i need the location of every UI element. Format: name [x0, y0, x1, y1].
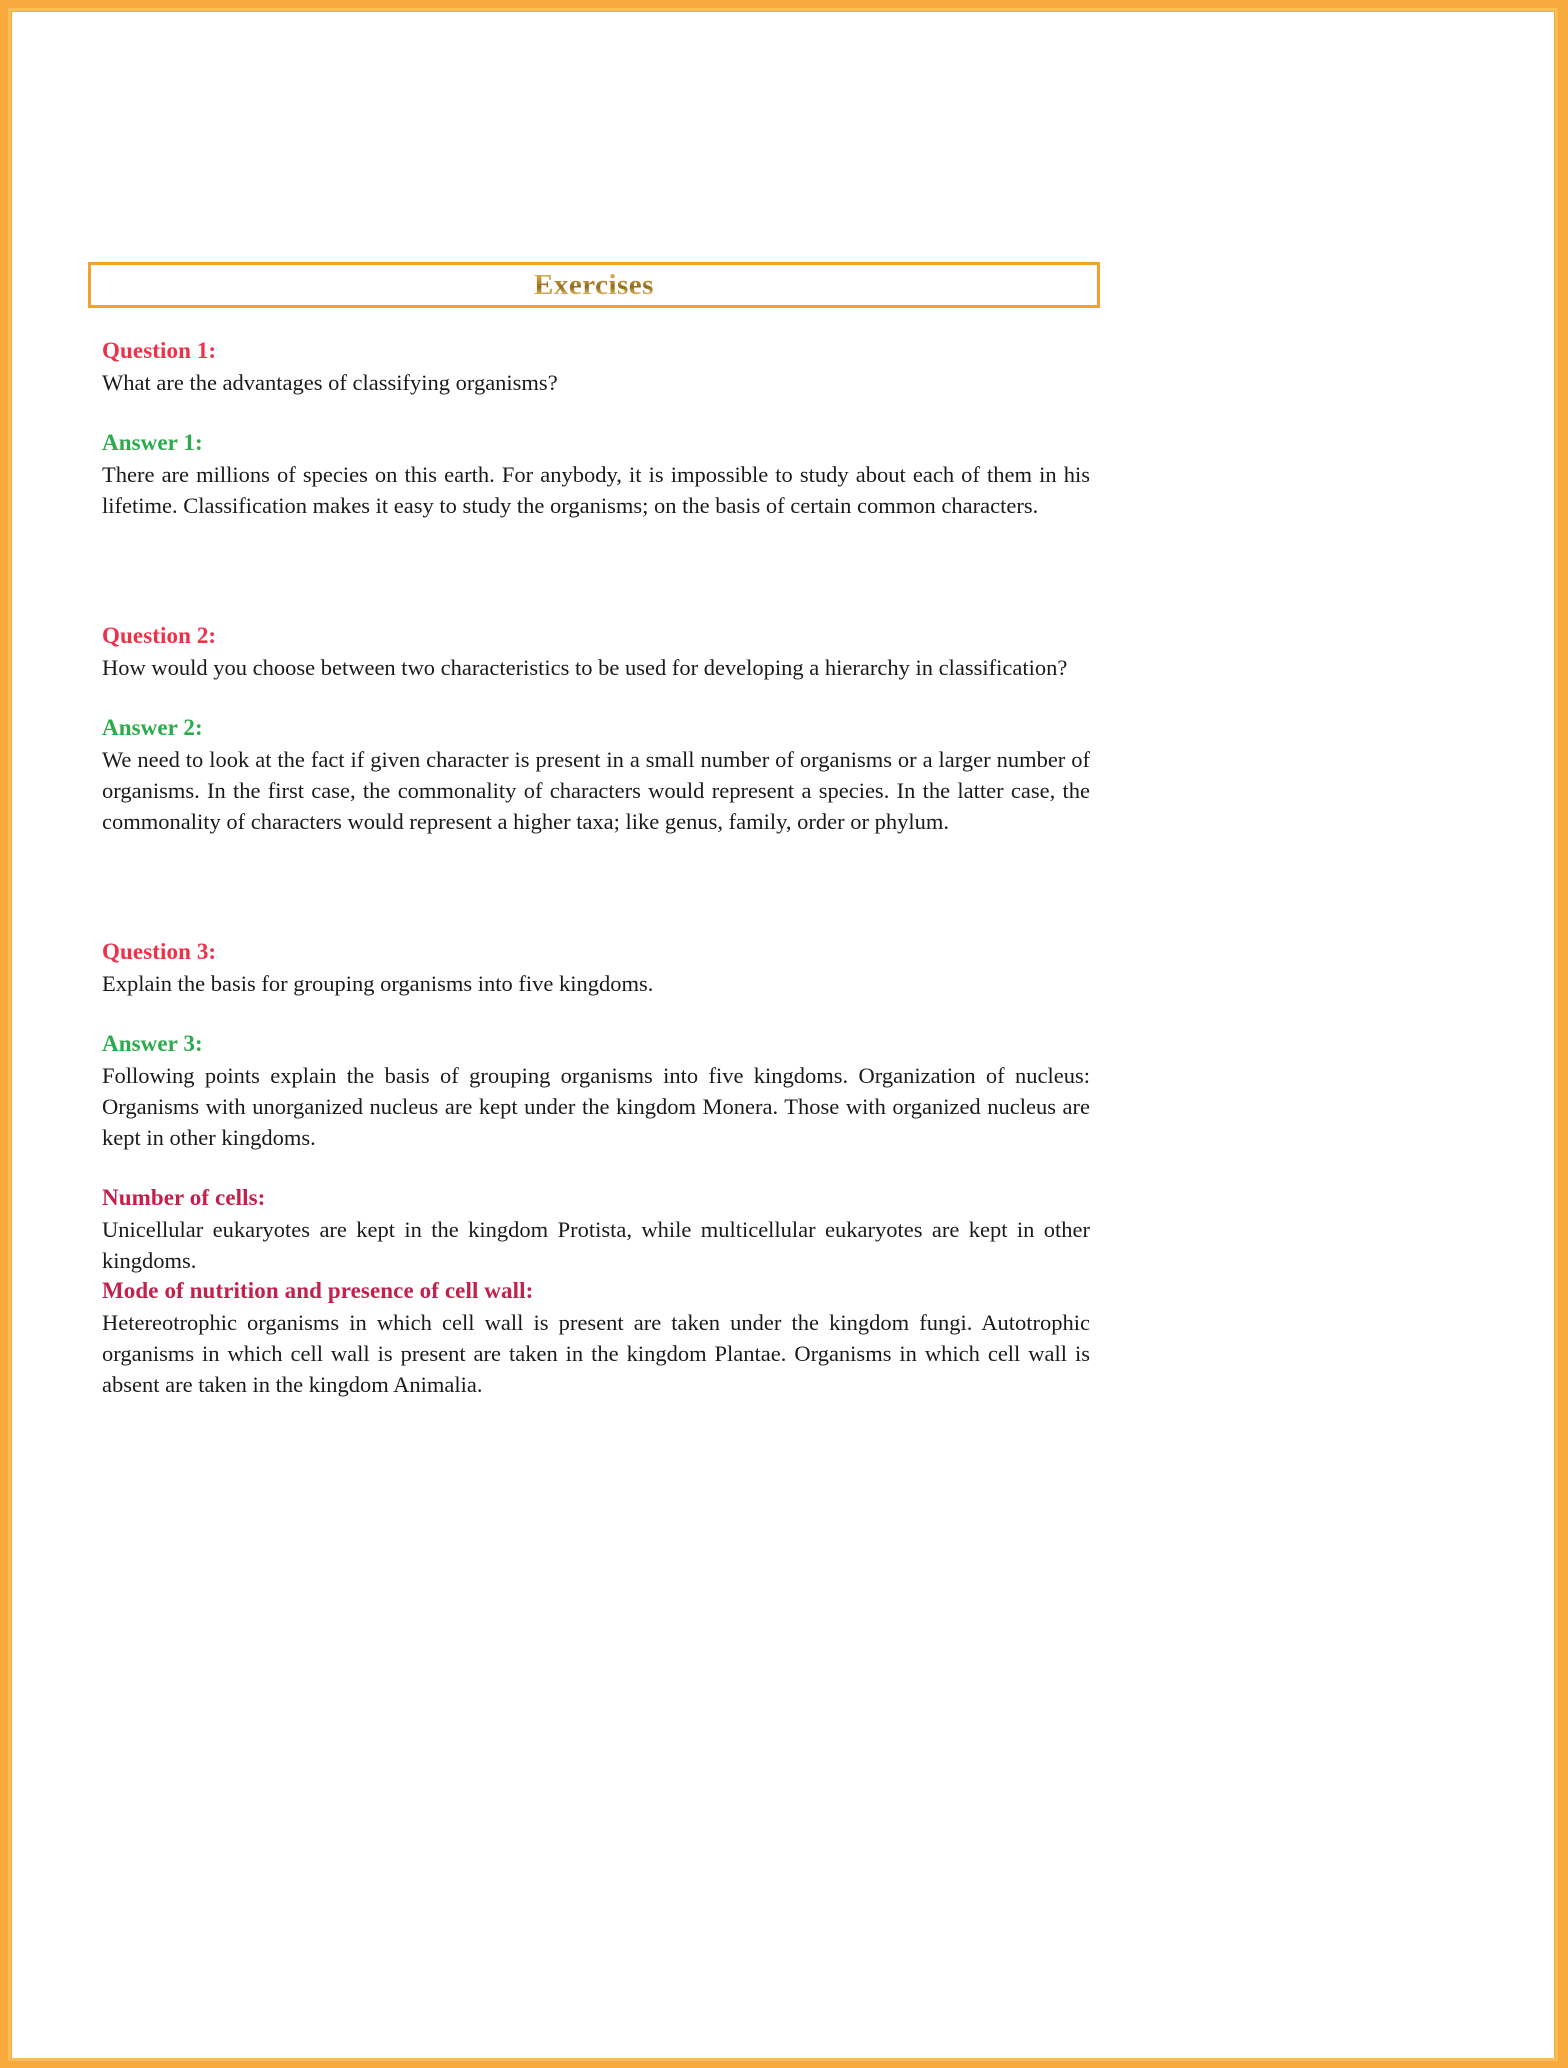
question-2-label: Question 2:	[102, 623, 217, 648]
subsection-mode-of-nutrition-text: Hetereotrophic organisms in which cell wall is present are taken under the kingdom fungi. Autotrophic organisms in which cell wall is present are taken in the kingdom Plantae. Organisms in which cell wall is absent are taken in the kingdom Animalia.	[102, 1310, 1090, 1397]
page-title: Exercises	[534, 268, 654, 301]
answer-1-text: There are millions of species on this earth. For anybody, it is impossible to study about each of them in his lifetime. Classification makes it easy to study the organisms; on the basis of certain common characters.	[102, 462, 1090, 518]
spacer	[102, 837, 1090, 937]
answer-3-text: Following points explain the basis of grouping organisms into five kingdoms. Organization of nucleus: Organisms with unorganized nucleus are kept under the kingdom Monera. Those with organized nucleus are kept in other kingdoms.	[102, 1063, 1090, 1150]
exercises-title-box	[88, 262, 1100, 308]
subsection-number-of-cells-label: Number of cells:	[102, 1185, 266, 1210]
answer-1-label: Answer 1:	[102, 430, 203, 455]
answer-2-text: We need to look at the fact if given character is present in a small number of organisms or a larger number of organisms. In the first case, the commonality of characters would represent a species. In the latter case, the commonality of characters would represent a higher taxa; like genus, family, order or phylum.	[102, 747, 1090, 834]
spacer	[102, 521, 1090, 621]
question-3-label: Question 3:	[102, 939, 217, 964]
subsection-number-of-cells-text: Unicellular eukaryotes are kept in the kingdom Protista, while multicellular eukaryotes are kept in other kingdoms.	[102, 1217, 1090, 1273]
spacer	[102, 683, 1090, 713]
qa-content-column	[102, 336, 1090, 1400]
answer-3-label: Answer 3:	[102, 1031, 203, 1056]
question-2-text: How would you choose between two characteristics to be used for developing a hierarchy in classification?	[102, 655, 1068, 680]
question-1-text: What are the advantages of classifying organisms?	[102, 370, 558, 395]
spacer	[102, 999, 1090, 1029]
qa-section-2	[102, 621, 1090, 837]
question-3-text: Explain the basis for grouping organisms into five kingdoms.	[102, 971, 654, 996]
answer-2-label: Answer 2:	[102, 715, 203, 740]
spacer	[102, 398, 1090, 428]
spacer	[102, 1153, 1090, 1183]
question-1-label: Question 1:	[102, 338, 217, 363]
subsection-mode-of-nutrition-label: Mode of nutrition and presence of cell wall:	[102, 1278, 534, 1303]
qa-section-3	[102, 937, 1090, 1400]
qa-section-1	[102, 336, 1090, 521]
